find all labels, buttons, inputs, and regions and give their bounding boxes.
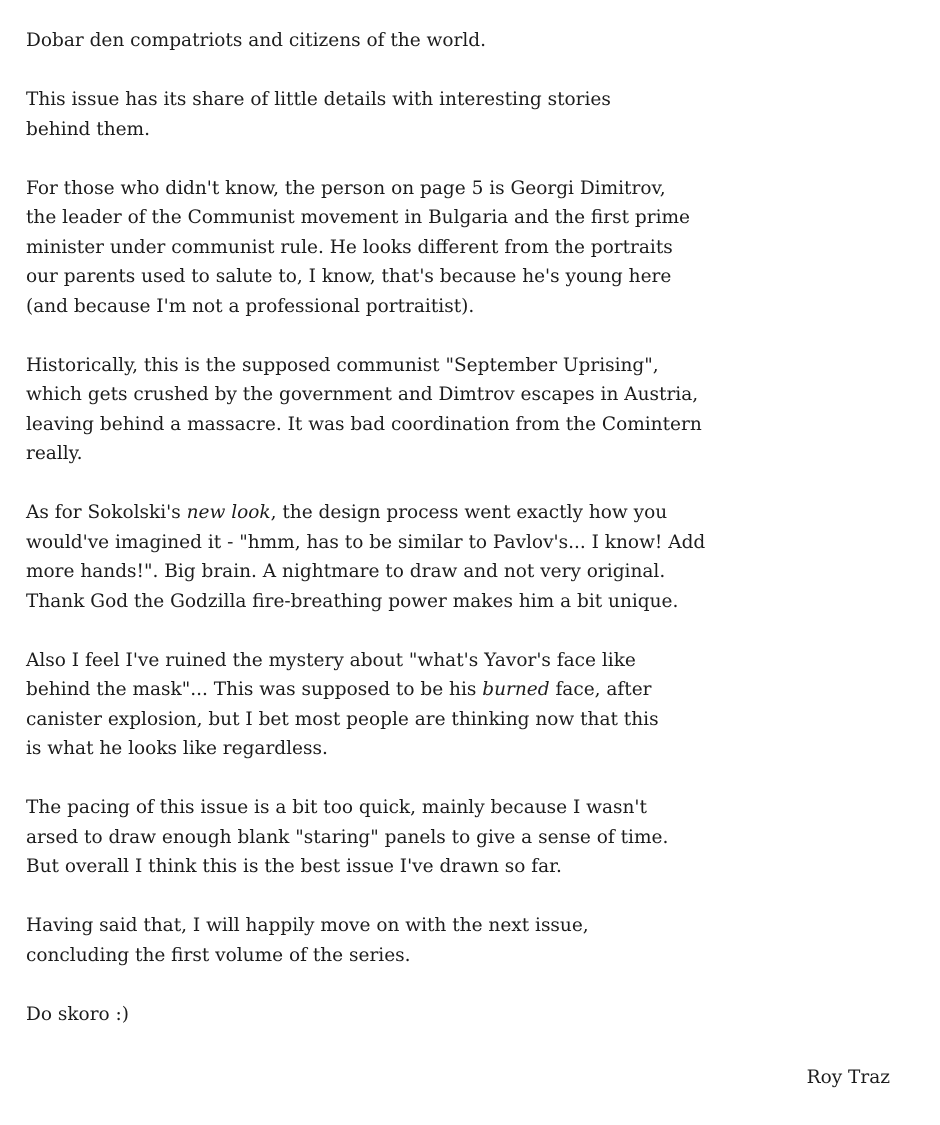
text-line: our parents used to salute to, I know, that's because he's young here — [26, 266, 672, 287]
text-line: Having said that, I will happily move on with the next issue, — [26, 915, 589, 936]
paragraph-gap — [26, 144, 926, 174]
text-segment: As for Sokolski's — [26, 502, 187, 523]
emphasis-text: new look — [186, 502, 271, 523]
paragraph-gap — [26, 321, 926, 351]
text-line: concluding the first volume of the series. — [26, 944, 411, 966]
paragraph-intro — [26, 85, 926, 144]
paragraph-gap — [26, 882, 926, 912]
text-line: Thank God the Godzilla fire-breathing power makes him a bit unique. — [26, 590, 679, 612]
emphasis-text: burned — [482, 679, 550, 700]
closing-paragraph — [26, 1000, 926, 1030]
text-line: Historically, this is the supposed communist "September Uprising", — [26, 354, 659, 376]
greeting-line: Dobar den compatriots and citizens of the world. — [26, 30, 486, 51]
paragraph-gap — [26, 970, 926, 1000]
text-segment: behind the mask"... This was supposed to be his — [26, 679, 483, 700]
paragraph-sokolski — [26, 498, 926, 616]
text-line: really. — [26, 443, 83, 464]
text-line: behind them. — [26, 118, 150, 140]
text-line: which gets crushed by the government and Dimtrov escapes in Austria, — [26, 384, 699, 405]
text-line: This issue has its share of little details with interesting stories — [26, 89, 611, 110]
text-line: For those who didn't know, the person on page 5 is Georgi Dimitrov, — [26, 177, 666, 199]
text-segment: , the design process went exactly how you — [270, 502, 668, 523]
text-line: would've imagined it - "hmm, has to be similar to Pavlov's... I know! Add — [26, 531, 706, 553]
paragraph-yavor — [26, 646, 926, 764]
greeting-paragraph — [26, 26, 926, 56]
text-line: Also I feel I've ruined the mystery about "what's Yavor's face like — [26, 649, 636, 671]
text-line: the leader of the Communist movement in Bulgaria and the first prime — [26, 207, 690, 228]
text-line: (and because I'm not a professional portraitist). — [26, 295, 475, 317]
text-line: leaving behind a massacre. It was bad coordination from the Comintern — [26, 413, 702, 435]
text-line: arsed to draw enough blank "staring" panels to give a sense of time. — [26, 826, 669, 848]
paragraph-gap — [26, 56, 926, 86]
closing-line: Do skoro :) — [26, 1003, 130, 1025]
text-segment: face, after — [549, 679, 652, 700]
paragraph-dimitrov — [26, 174, 926, 322]
signature: Roy Traz — [806, 1067, 890, 1088]
paragraph-gap — [26, 764, 926, 794]
text-line: But overall I think this is the best issue I've drawn so far. — [26, 856, 562, 877]
letter-body — [26, 26, 926, 1029]
paragraph-pacing — [26, 793, 926, 882]
paragraph-gap — [26, 616, 926, 646]
paragraph-history — [26, 351, 926, 469]
text-line: minister under communist rule. He looks different from the portraits — [26, 236, 673, 258]
paragraph-gap — [26, 469, 926, 499]
text-line: The pacing of this issue is a bit too quick, mainly because I wasn't — [26, 797, 647, 818]
text-line: is what he looks like regardless. — [26, 738, 328, 759]
text-line — [26, 498, 926, 528]
text-line: canister explosion, but I bet most people are thinking now that this — [26, 708, 659, 730]
paragraph-next-issue — [26, 911, 926, 970]
text-line — [26, 675, 926, 705]
text-line: more hands!". Big brain. A nightmare to draw and not very original. — [26, 561, 666, 582]
